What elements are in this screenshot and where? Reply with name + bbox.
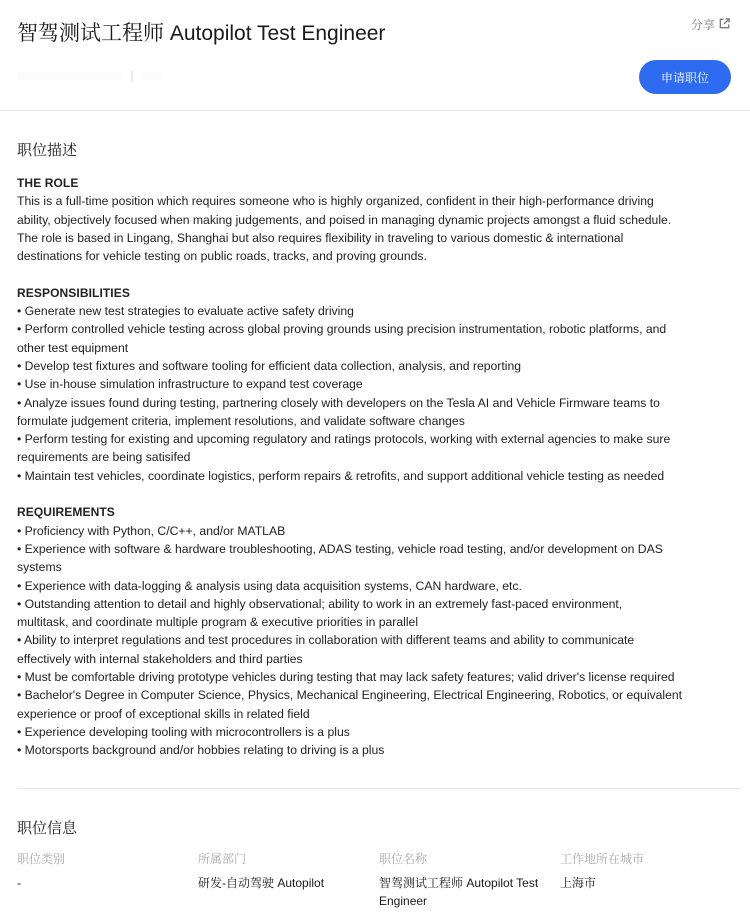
info-city	[560, 851, 738, 892]
list-item: effectively with internal stakeholders and third parties	[17, 651, 303, 666]
job-header	[0, 0, 750, 111]
list-item: multitask, and coordinate multiple program & executive priorities in parallel	[17, 615, 419, 630]
job-meta-placeholder	[17, 70, 161, 83]
job-title: 智驾测试工程师 Autopilot Test Engineer	[17, 22, 386, 45]
info-label: 职位名称	[379, 852, 428, 866]
description-section-title: 职位描述	[17, 142, 78, 159]
list-item: • Ability to interpret regulations and test procedures in collaboration with different teams and ability to communicate	[17, 633, 635, 648]
list-item: • Outstanding attention to detail and highly observational; ability to work in an extremely fast-paced environment,	[17, 596, 623, 611]
list-item: • Perform controlled vehicle testing across global proving grounds using precision instrumentation, robotic platforms, and	[17, 322, 667, 337]
share-label: 分享	[690, 18, 715, 32]
share-external-icon	[718, 17, 731, 33]
list-item: • Experience with data-logging & analysis using data acquisition systems, CAN hardware, etc.	[17, 578, 522, 593]
text-line: destinations for vehicle testing on public roads, tracks, and proving grounds.	[17, 249, 427, 264]
role-heading: THE ROLE	[17, 176, 79, 190]
list-item: • Generate new test strategies to evaluate active safety driving	[17, 304, 354, 319]
share-button[interactable]	[691, 16, 731, 33]
list-item: • Analyze issues found during testing, partnering closely with developers on the Tesla AI and Vehicle Firmware teams to	[17, 395, 660, 410]
info-label: 所属部门	[198, 852, 247, 866]
info-value: 研发-自动驾驶 Autopilot	[198, 876, 325, 890]
role-text	[17, 192, 743, 265]
list-item: • Must be comfortable driving prototype vehicles during testing that may lack safety features; valid driver's license required	[17, 670, 675, 685]
info-label: 职位类别	[17, 852, 66, 866]
info-value: 上海市	[560, 876, 597, 890]
text-line: This is a full-time position which requires someone who is highly organized, confident in their high-performance driving	[17, 194, 654, 209]
info-category	[17, 851, 195, 892]
info-department	[198, 851, 376, 892]
info-value: -	[17, 876, 21, 890]
list-item: • Experience with software & hardware troubleshooting, ADAS testing, vehicle road testing, and/or development on DAS	[17, 541, 663, 556]
list-item: formulate judgement criteria, implement resolutions, and validate software changes	[17, 413, 465, 428]
meta-separator	[131, 70, 133, 83]
info-position-name	[379, 851, 555, 910]
list-item: • Proficiency with Python, C/C++, and/or MATLAB	[17, 523, 286, 538]
list-item: • Develop test fixtures and software tooling for efficient data collection, analysis, and reporting	[17, 358, 522, 373]
info-section-title: 职位信息	[17, 820, 78, 837]
job-description	[17, 174, 743, 760]
list-item: other test equipment	[17, 340, 129, 355]
list-item: experience or proof of exceptional skills in related field	[17, 706, 310, 721]
requirements-heading: REQUIREMENTS	[17, 505, 115, 520]
list-item: • Maintain test vehicles, coordinate logistics, perform repairs & retrofits, and support additional vehicle testing as needed	[17, 468, 665, 483]
info-label: 工作地所在城市	[560, 852, 645, 866]
info-value: 智驾测试工程师 Autopilot Test Engineer	[379, 876, 539, 908]
text-line: ability, objectively focused when making judgements, and poised in managing dynamic projects amongst a fluid schedule.	[17, 212, 672, 227]
meta-placeholder-block	[17, 72, 121, 81]
text-line: The role is based in Lingang, Shanghai but also requires flexibility in traveling to various domestic & international	[17, 230, 624, 245]
list-item: • Motorsports background and/or hobbies relating to driving is a plus	[17, 743, 385, 758]
list-item: systems	[17, 560, 62, 575]
meta-placeholder-block	[143, 72, 161, 81]
list-item: • Bachelor's Degree in Computer Science, Physics, Mechanical Engineering, Electrical Engineering, Robotics, or equivalent	[17, 688, 683, 703]
list-item: • Use in-house simulation infrastructure to expand test coverage	[17, 377, 363, 392]
responsibilities-heading: RESPONSIBILITIES	[17, 285, 130, 300]
section-divider	[17, 788, 741, 789]
requirements-list	[17, 522, 743, 760]
apply-button[interactable]: 申请职位	[639, 60, 731, 94]
responsibilities-list	[17, 302, 743, 485]
list-item: • Experience developing tooling with microcontrollers is a plus	[17, 724, 350, 739]
list-item: requirements are being satisifed	[17, 450, 191, 465]
list-item: • Perform testing for existing and upcoming regulatory and ratings protocols, working with external agencies to make sure	[17, 432, 671, 447]
